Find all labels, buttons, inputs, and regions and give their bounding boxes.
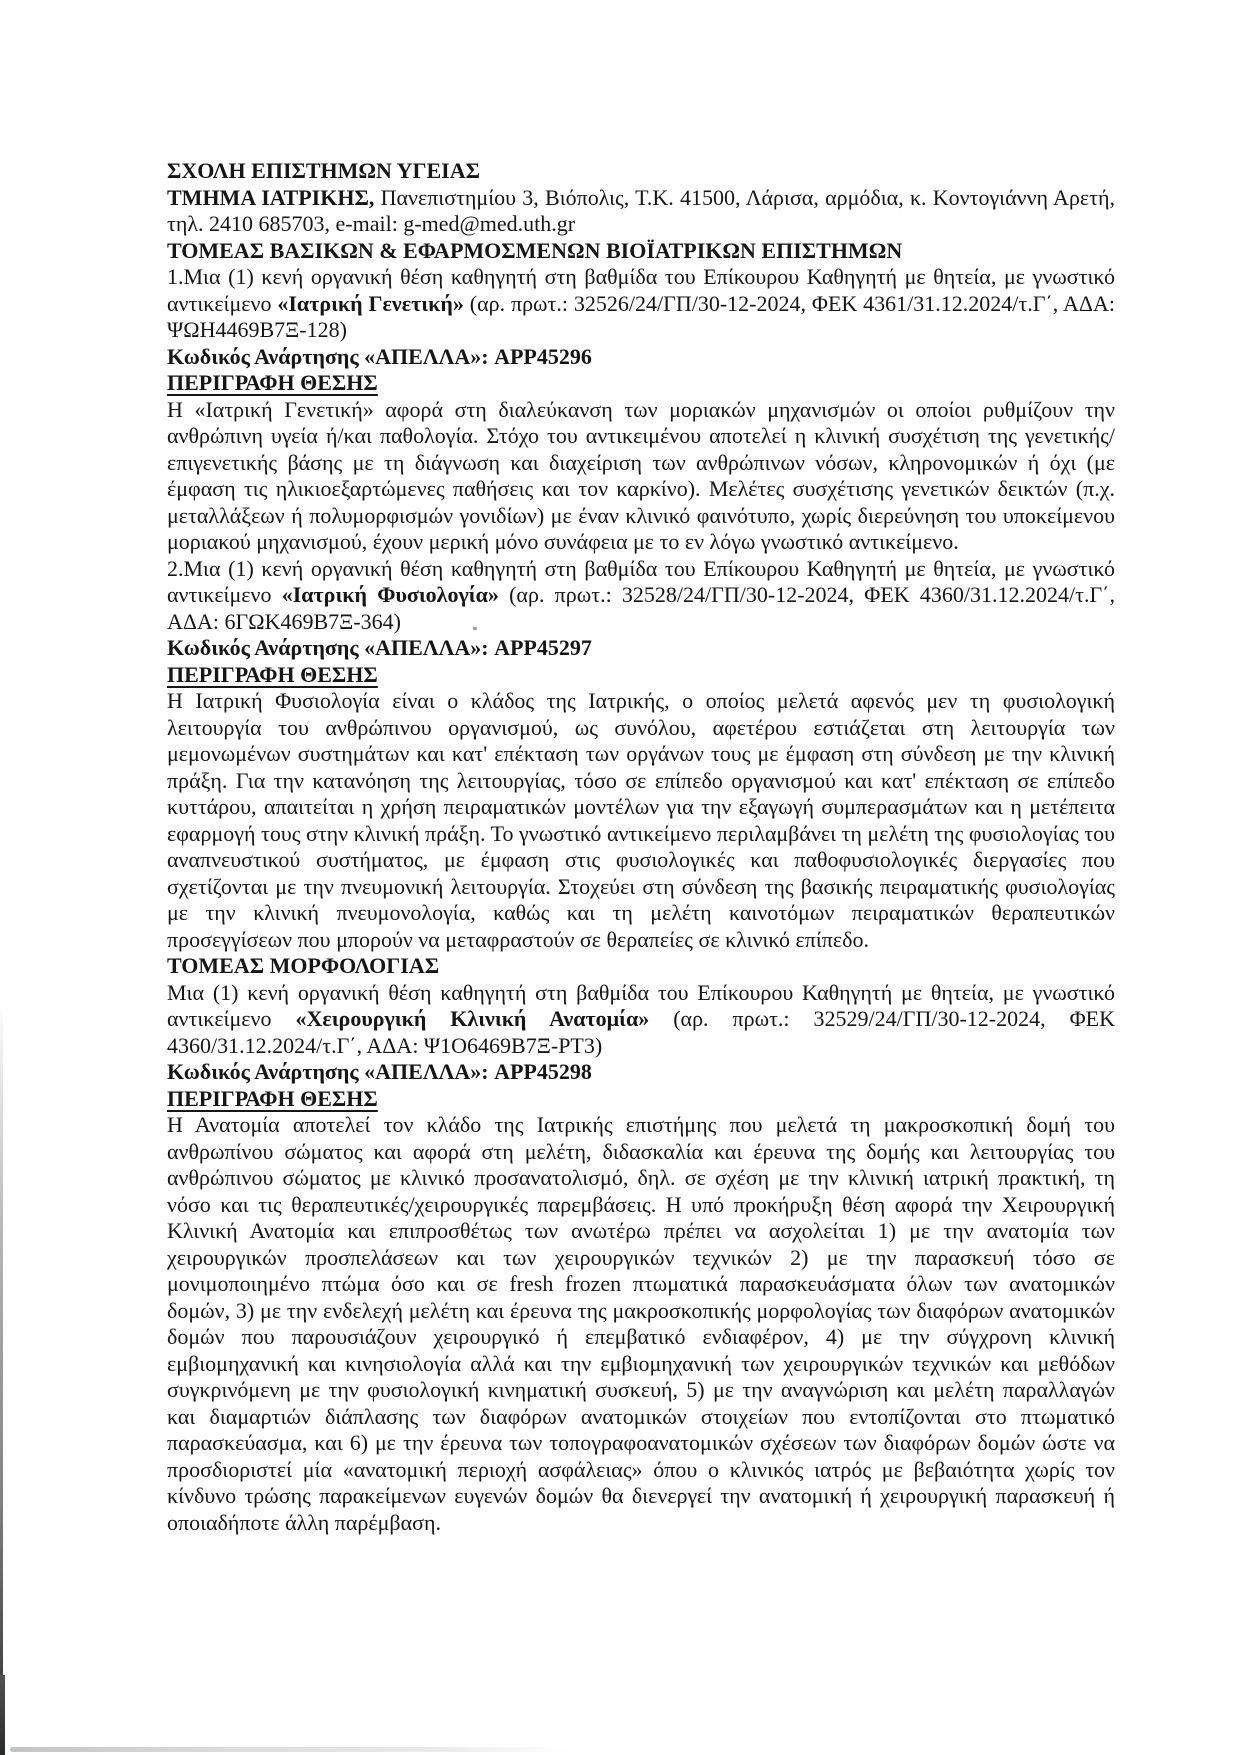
position-3-subject: «Χειρουργική Κλινική Ανατομία» bbox=[295, 1006, 650, 1031]
position-3-intro bbox=[167, 980, 1115, 1060]
position-3-description: Η Ανατομία αποτελεί τον κλάδο της Ιατρικής επιστήμης που μελετά τη μακροσκοπική δομή του ανθρωπίνου σώματος και αφορά στη μελέτη, διδασκαλία και έρευνα της δομής και λειτουργίας του ανθρώπινου σώματος με κλινικό προσανατολισμό, δηλ. σε σχέση με την κλινική ιατρική πρακτική, τη νόσο και τις θεραπευτικές/χειρουργικές παρεμβάσεις. Η υπό προκήρυξη θέση αφορά την Χειρουργική Κλινική Ανατομία και επιπροσθέτως των ανωτέρω πρέπει να ασχολείται 1) με την ανατομία των χειρουργικών προσπελάσεων και των χειρουργικών τεχνικών 2) με την παρασκευή τόσο σε μονιμοποιημένο πτώμα όσο και σε fresh frozen πτωματικά παρασκευάσματα όλων των ανατομικών δομών, 3) με την ενδελεχή μελέτη και έρευνα της μακροσκοπικής μορφολογίας των διαφόρων ανατομικών δομών που παρουσιάζουν χειρουργικό ή επεμβατικό ενδιαφέρον, 4) με την σύγχρονη κλινική εμβιομηχανική και κινησιολογία αλλά και την εμβιομηχανική των χειρουργικών τεχνικών και μεθόδων συγκρινόμενη με την φυσιολογική κινηματική συσκευή, 5) με την αναγνώριση και μελέτη παραλλαγών και διαμαρτιών διάπλασης των διαφόρων ανατομικών στοιχείων που εντοπίζονται στο πτωματικό παρασκεύασμα, και 6) με την έρευνα των τοπογραφοανατομικών σχέσεων των διαφόρων δομών ώστε να προσδιοριστεί μία «ανατομική περιοχή ασφάλειας» όπου ο κλινικός ιατρός με βεβαιότητα χωρίς τον κίνδυνο τρώσης παρακείμενων ευγενών δομών θα διενεργεί την ανατομική ή χειρουργική παρασκευή ή οποιαδήποτε άλλη παρέμβαση. bbox=[167, 1112, 1115, 1535]
position-2-intro-suffix: (αρ. πρωτ.: 32528/24/ΓΠ/30-12-2024, ΦΕΚ 4360/31.12.2024/τ.Γ΄, ΑΔΑ: 6ΓΩΚ469Β7Ξ-364) bbox=[167, 582, 1115, 634]
position-3-apella-code: Κωδικός Ανάρτησης «ΑΠΕΛΛΑ»: APP45298 bbox=[167, 1059, 592, 1084]
position-1-subject: «Ιατρική Γενετική» bbox=[277, 290, 464, 316]
position-1-description-heading bbox=[167, 370, 1115, 397]
position-2-intro bbox=[167, 556, 1115, 636]
position-2-description-heading-text: ΠΕΡΙΓΡΑΦΗ ΘΕΣΗΣ bbox=[167, 661, 378, 687]
school-name: ΣΧΟΛΗ ΕΠΙΣΤΗΜΩΝ ΥΓΕΙΑΣ bbox=[167, 158, 481, 183]
position-3-description-heading-text: ΠΕΡΙΓΡΑΦΗ ΘΕΣΗΣ bbox=[167, 1085, 378, 1111]
scan-artifact-left-edge-dark bbox=[0, 1675, 5, 1755]
department-name: ΤΜΗΜΑ ΙΑΤΡΙΚΗΣ, bbox=[167, 184, 375, 210]
position-1-description-heading-text: ΠΕΡΙΓΡΑΦΗ ΘΕΣΗΣ bbox=[167, 370, 378, 395]
position-2-apella-code: Κωδικός Ανάρτησης «ΑΠΕΛΛΑ»: APP45297 bbox=[167, 635, 592, 660]
position-2-intro-prefix: 2.Μια (1) κενή οργανική θέση καθηγητή στη βαθμίδα του Επίκουρου Καθηγητή με θητεία, με γνωστικό αντικείμενο bbox=[167, 555, 1115, 607]
contact-details: Πανεπιστημίου 3, Βιόπολις, Τ.Κ. 41500, Λάρισα, αρμόδια, κ. Κοντογιάννη Αρετή, τηλ. 2410 685703, e-mail: g-med@med.uth.gr bbox=[167, 184, 1116, 236]
position-3-description-heading bbox=[167, 1086, 1115, 1113]
position-3-intro-suffix: (αρ. πρωτ.: 32529/24/ΓΠ/30-12-2024, ΦΕΚ 4360/31.12.2024/τ.Γ΄, ΑΔΑ: Ψ1Ο6469Β7Ξ-ΡΤ3) bbox=[167, 1006, 1115, 1058]
position-1-intro-suffix: (αρ. πρωτ.: 32526/24/ΓΠ/30-12-2024, ΦΕΚ 4361/31.12.2024/τ.Γ΄, ΑΔΑ: ΨΩΗ4469Β7Ξ-128) bbox=[167, 290, 1115, 342]
scan-artifact-left-edge-line bbox=[0, 1000, 3, 1675]
position-2-description-heading bbox=[167, 662, 1115, 689]
position-1-intro bbox=[167, 264, 1115, 344]
section-heading-biomedical-sciences: ΤΟΜΕΑΣ ΒΑΣΙΚΩΝ & ΕΦΑΡΜΟΣΜΕΝΩΝ ΒΙΟΪΑΤΡΙΚΩΝ ΕΠΙΣΤΗΜΩΝ bbox=[167, 237, 903, 263]
document-body bbox=[167, 158, 1115, 1536]
position-1-apella-code: Κωδικός Ανάρτησης «ΑΠΕΛΛΑ»: APP45296 bbox=[167, 343, 592, 369]
scan-artifact-bottom-smudge bbox=[10, 1747, 570, 1752]
position-2-description: Η Ιατρική Φυσιολογία είναι ο κλάδος της Ιατρικής, ο οποίος μελετά αφενός μεν τη φυσιολογική λειτουργία του ανθρώπινου οργανισμού, ως συνόλου, αφετέρου εστιάζεται στη λειτουργία των μεμονωμένων συστημάτων και κατ' επέκταση των οργάνων τους με έμφαση στη σύνδεση με την κλινική πράξη. Για την κατανόηση της λειτουργίας, τόσο σε επίπεδο οργανισμού και κατ' επέκταση σε επίπεδο κυττάρου, απαιτείται η χρήση πειραματικών μοντέλων για την εξαγωγή συμπερασμάτων και η μετέπειτα εφαρμογή τους στην κλινική πράξη. Το γνωστικό αντικείμενο περιλαμβάνει τη μελέτη της φυσιολογίας του αναπνευστικού συστήματος, με έμφαση στις φυσιολογικές και παθοφυσιολογικές διεργασίες που σχετίζονται με την πνευμονική λειτουργία. Στοχεύει στη σύνδεση της βασικής πειραματικής φυσιολογίας με την κλινική πνευμονολογία, καθώς και τη μελέτη καινοτόμων πειραματικών θεραπευτικών προσεγγίσεων που μπορούν να μεταφραστούν σε θεραπείες σε κλινικό επίπεδο. bbox=[167, 688, 1115, 952]
department-contact-line bbox=[167, 185, 1115, 238]
position-3-intro-prefix: Μια (1) κενή οργανική θέση καθηγητή στη βαθμίδα του Επίκουρου Καθηγητή με θητεία, με γνωστικό αντικείμενο bbox=[167, 979, 1115, 1031]
section-heading-morphology: ΤΟΜΕΑΣ ΜΟΡΦΟΛΟΓΙΑΣ bbox=[167, 953, 440, 978]
position-2-subject: «Ιατρική Φυσιολογία» bbox=[281, 582, 499, 607]
position-1-intro-prefix: 1.Μια (1) κενή οργανική θέση καθηγητή στη βαθμίδα του Επίκουρου Καθηγητή με θητεία, με γνωστικό αντικείμενο bbox=[167, 264, 1115, 316]
position-1-description: Η «Ιατρική Γενετική» αφορά στη διαλεύκανση των μοριακών μηχανισμών οι οποίοι ρυθμίζουν την ανθρώπινη υγεία ή/και παθολογία. Στόχο του αντικειμένου αποτελεί η κλινική συσχέτιση της γενετικής/επιγενετικής βάσης με τη διάγνωση και διαχείριση των ανθρώπινων νόσων, κληρονομικών ή όχι (με έμφαση τις ηλικιοεξαρτώμενες παθήσεις και τον καρκίνο). Μελέτες συσχέτισης γενετικών δεικτών (π.χ. μεταλλάξεων ή πολυμορφισμών γονιδίων) με έναν κλινικό φαινότυπο, χωρίς διερεύνηση του υποκείμενου μοριακού μηχανισμού, έχουν μερική μόνο συνάφεια με το εν λόγω γνωστικό αντικείμενο. bbox=[167, 396, 1115, 554]
